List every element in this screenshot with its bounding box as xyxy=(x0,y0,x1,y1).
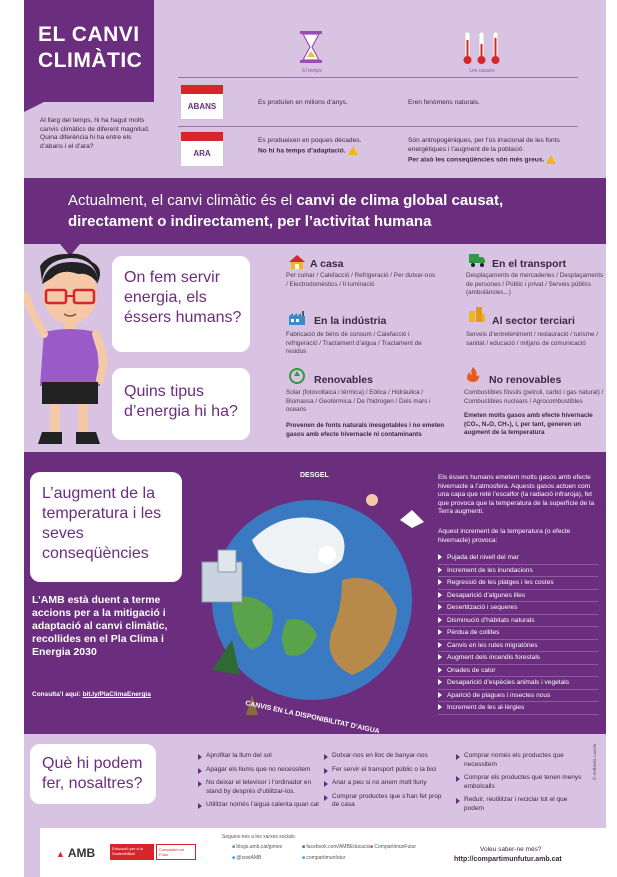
amb-logo xyxy=(56,846,95,860)
action-item xyxy=(324,793,450,810)
effect-text: Desertització i sequeres xyxy=(447,604,518,611)
title-line-1: EL CANVI xyxy=(38,23,140,46)
effect-text: Desaparició d’algunes illes xyxy=(447,591,526,599)
consult-line xyxy=(32,691,192,698)
effect-item xyxy=(438,590,598,603)
effect-item xyxy=(438,552,598,565)
banner-text-part1: Actualment, el canvi climàtic és el xyxy=(68,192,297,209)
question-energy-types: Quins tipus d’energia hi ha? xyxy=(124,383,238,420)
social-blog[interactable] xyxy=(232,844,282,850)
effect-text: Increment de les al·lèrgies xyxy=(447,704,525,711)
effect-item xyxy=(438,565,598,578)
category-text-transport: Desplaçaments de mercaderies / Desplaçaments de persones / Públic i privat / Serveis públics (ambulàncies...) xyxy=(466,272,604,296)
effect-item xyxy=(438,615,598,628)
social-twitter[interactable] xyxy=(232,855,262,861)
title-line-2: CLIMÀTIC xyxy=(38,49,143,72)
category-text-tertiary: Serveis d’entreteniment / restauració / turisme / sanitat / educació / mitjans de comunicació xyxy=(466,331,598,347)
question-bubble-actions xyxy=(30,744,156,804)
plan-link[interactable]: bit.ly/PlaClimaEnergia xyxy=(82,691,151,698)
category-text-home: Per cuinar / Calefacció / Refrigeració / Per dutxar-nos / Electrodomèstics / Il·luminació xyxy=(286,272,436,288)
action-item xyxy=(456,774,582,791)
effect-text: Regressió de les platges i les costes xyxy=(447,579,554,586)
effect-item xyxy=(438,690,598,703)
category-title-industry: En la indústria xyxy=(314,315,387,327)
abans-time-text: Es produïen en milions d’anys. xyxy=(258,99,348,106)
arrow-icon xyxy=(198,754,202,760)
social-instagram[interactable] xyxy=(370,844,416,850)
consult-label: Consulta’l aquí: xyxy=(32,691,83,698)
action-text: Comprar els productes que tenen menys embolcalls xyxy=(464,774,582,790)
amb-plan-text: L’AMB està duent a terme accions per a la mitigació i adaptació al canvi climàtic, recollides en el Pla Clima i Energia 2030 xyxy=(32,594,168,658)
action-text: Reduir, reutilitzar i reciclar tot el que podem xyxy=(464,796,568,812)
bullet-arrow-icon xyxy=(438,592,442,598)
action-item xyxy=(456,752,582,769)
question-bubble-energy-use xyxy=(112,256,250,352)
row-divider xyxy=(178,126,578,127)
calendar-icon-abans xyxy=(180,84,224,120)
action-item xyxy=(324,752,450,761)
effect-item xyxy=(438,602,598,615)
effect-text: Increment de les inundacions xyxy=(447,566,533,574)
category-title-transport: En el transport xyxy=(492,258,567,270)
effect-text: Pujada del nivell del mar xyxy=(447,554,519,561)
ara-cause: Són antropogèniques, per l’ús irracional de les fonts energètiques i l’augment de la població. xyxy=(408,137,560,153)
renewables-note: Provenen de fonts naturals inesgotables i no emeten gasos amb efecte hivernacle ni contaminants xyxy=(286,422,445,438)
header-divider xyxy=(178,77,578,78)
globe-illustration xyxy=(192,470,432,722)
more-info-label: Voleu saber-ne més? xyxy=(480,846,542,853)
category-title-tertiary: Al sector terciari xyxy=(492,315,575,327)
action-item xyxy=(198,752,324,761)
effect-text: Disminució d’hàbitats naturals xyxy=(447,616,535,624)
arrow-icon xyxy=(324,754,328,760)
action-item xyxy=(324,779,450,788)
ara-time: Es produeixen en poques dècades. xyxy=(258,137,362,144)
banner-text-part2: canvi de clima global causat, directament o indirectament, per l’activitat humana xyxy=(68,192,504,230)
arrow-icon xyxy=(198,803,202,809)
effects-list xyxy=(438,552,598,715)
col-causes-label: Les causes xyxy=(469,68,495,74)
desgel-label: DESGEL xyxy=(300,472,329,479)
arrow-icon xyxy=(456,754,460,760)
social-facebook-text: facebook.com/AMBEducacio xyxy=(306,844,371,850)
hourglass-icon xyxy=(298,30,324,64)
arrow-icon xyxy=(324,781,328,787)
bullet-arrow-icon xyxy=(438,567,442,573)
bullet-arrow-icon xyxy=(438,679,442,685)
website-link[interactable]: http://compartimunfutur.amb.cat xyxy=(454,856,562,863)
intro-text: Al llarg del temps, hi ha hagut molts canvis climàtics de diferent magnitud. Quina diferència hi ha entre els d’abans i el d’ara? xyxy=(40,117,150,150)
poster xyxy=(24,0,606,877)
ara-time-bold: No hi ha temps d’adaptació. xyxy=(258,147,346,155)
action-item xyxy=(198,801,324,810)
bullet-arrow-icon xyxy=(438,604,442,610)
effect-item xyxy=(438,627,598,640)
category-text-industry: Fabricació de béns de consum / Calefacció i refrigeració / Tractament d’aigua / Tractament de residus xyxy=(286,331,422,355)
question-energy-use: On fem servir energia, els éssers humans? xyxy=(124,269,242,326)
effect-item xyxy=(438,577,598,590)
nonrenewables-note: Emeten molts gasos amb efecte hivernacle (CO₂, N₂O, CH₄), i, per tant, generen un augment de la temperatura xyxy=(464,412,593,436)
action-text: Dutxar-nos en lloc de banyar-nos xyxy=(332,752,428,759)
ara-time-text xyxy=(258,137,398,156)
social-facebook[interactable] xyxy=(302,844,370,850)
question-bubble-energy-types xyxy=(112,368,250,440)
action-text: Apagar els llums que no necessitem xyxy=(206,765,311,773)
question-bubble-temperature xyxy=(30,472,182,582)
blog-icon: ■ xyxy=(232,844,236,850)
action-text: Comprar productes que s’han fet prop de casa xyxy=(332,792,442,809)
flame-icon xyxy=(464,366,482,382)
action-item xyxy=(198,766,324,775)
bullet-arrow-icon xyxy=(438,704,442,710)
effect-item xyxy=(438,702,598,715)
row-label-abans: ABANS xyxy=(187,102,217,111)
action-text: No deixar el televisor i l’ordinador en stand by després d’utilitzar-los. xyxy=(206,779,312,795)
social-other[interactable] xyxy=(302,855,345,861)
arrow-icon xyxy=(324,795,328,801)
calendar-icon-ara xyxy=(180,131,224,167)
action-text: Aprofitar la llum del sol xyxy=(206,752,272,759)
effect-text: Aparició de plagues i insectes nous xyxy=(447,691,551,699)
social-other-text: compartimunfutur xyxy=(306,855,346,861)
actions-col-1 xyxy=(198,752,324,815)
effect-item xyxy=(438,652,598,665)
child-character-illustration xyxy=(24,252,118,448)
effect-item xyxy=(438,640,598,653)
ara-cause-text xyxy=(408,137,578,165)
twitter-icon: ■ xyxy=(232,855,236,861)
col-time-label: El temps xyxy=(302,68,322,74)
question-actions: Què hi podem fer, nosaltres? xyxy=(42,755,143,792)
bullet-arrow-icon xyxy=(438,642,442,648)
row-label-ara: ARA xyxy=(193,149,211,158)
social-icon: ■ xyxy=(302,855,306,861)
amb-logo-mark: ▲ xyxy=(56,849,65,859)
social-blog-text: blogs.amb.cat/jpmes xyxy=(236,844,283,850)
category-text-renewables: Solar (fotovoltaica i tèrmica) / Eòlica / Hidràulica / Biomassa / Geotèrmica / De l’hidrogen / Dels mars i oceans xyxy=(286,389,431,413)
bullet-arrow-icon xyxy=(438,579,442,585)
title-box xyxy=(24,0,154,102)
effect-text: Canvis en les rutes migratòries xyxy=(447,641,538,649)
effect-text: Onades de calor xyxy=(447,666,496,674)
badge-compartim: Compartim un Futur xyxy=(156,844,196,860)
arrow-icon xyxy=(324,768,328,774)
truck-icon xyxy=(468,252,486,268)
warning-icon xyxy=(348,146,358,155)
category-title-home: A casa xyxy=(310,258,344,270)
arrow-icon xyxy=(456,798,460,804)
greenhouse-explanation: Els éssers humans emetem molts gasos amb efecte hivernacle a l’atmosfera. Aquests gasos actuen com una capa que retè l’escalfor (la radiació infraroja), fet que provoca que la temperatura de la superfície de la Terra augmenti. xyxy=(438,474,595,516)
house-icon xyxy=(288,254,306,270)
category-title-nonrenewables: No renovables xyxy=(489,374,562,386)
instagram-icon: ■ xyxy=(370,844,374,850)
action-text: Utilitzar només l’aigua calenta quan cal xyxy=(206,801,319,809)
bullet-arrow-icon xyxy=(438,654,442,660)
amb-logo-text: AMB xyxy=(67,846,96,860)
action-text: Fer servir el transport públic o la bici xyxy=(332,765,437,773)
actions-col-3 xyxy=(456,752,582,819)
effect-text: Desaparició d’espècies animals i vegetals xyxy=(447,679,570,686)
effects-lead: Aquest increment de la temperatura (o efecte hivernacle) provoca: xyxy=(438,528,571,544)
action-item xyxy=(198,779,324,796)
banner xyxy=(24,178,606,244)
action-text: Comprar només els productes que necessitem xyxy=(464,752,564,768)
social-twitter-text: @sostAMB xyxy=(236,855,262,861)
water-label: CANVIS EN LA DISPONIBILITAT D’AIGUA xyxy=(244,700,381,736)
effect-text: Augment dels incendis forestals xyxy=(447,654,541,661)
question-temperature: L’augment de la temperatura i les seves conseqüències xyxy=(42,485,162,562)
bullet-arrow-icon xyxy=(438,692,442,698)
banner-text xyxy=(68,190,588,232)
follow-label: Segueix-nos a les xarxes socials: xyxy=(222,834,296,840)
arrow-icon xyxy=(456,776,460,782)
recycle-icon xyxy=(288,368,306,384)
ara-cause-bold: Per això les conseqüències són més greus. xyxy=(408,155,545,163)
badge-sustainability: Educació per a la Sostenibilitat xyxy=(110,844,154,860)
effect-item xyxy=(438,665,598,678)
bullet-arrow-icon xyxy=(438,667,442,673)
footer xyxy=(40,828,606,877)
arrow-icon xyxy=(198,781,202,787)
arrow-icon xyxy=(198,768,202,774)
bullet-arrow-icon xyxy=(438,554,442,560)
effect-text: Pèrdua de collites xyxy=(447,629,500,636)
effect-item xyxy=(438,677,598,690)
buildings-icon xyxy=(468,306,486,322)
factory-icon xyxy=(288,310,306,326)
bullet-arrow-icon xyxy=(438,629,442,635)
action-item xyxy=(324,766,450,775)
bullet-arrow-icon xyxy=(438,617,442,623)
title-notch xyxy=(24,102,44,112)
action-item xyxy=(456,796,582,813)
action-text: Anar a peu si no anem molt lluny xyxy=(332,779,427,787)
social-instagram-text: CompartimunFutur xyxy=(374,844,417,850)
abans-cause-text: Eren fenòmens naturals. xyxy=(408,99,480,106)
warning-icon xyxy=(546,155,556,164)
category-title-renewables: Renovables xyxy=(314,374,373,386)
thermometers-icon xyxy=(462,30,502,66)
page-title xyxy=(38,22,142,74)
facebook-icon: ■ xyxy=(302,844,306,850)
credit-text: © Anthesis Lavola xyxy=(592,743,597,780)
actions-col-2 xyxy=(324,752,450,815)
category-text-nonrenewables: Combustibles fòssils (petroli, carbó i gas natural) / Combustibles nuclears / Agrocombustibles xyxy=(464,389,604,405)
